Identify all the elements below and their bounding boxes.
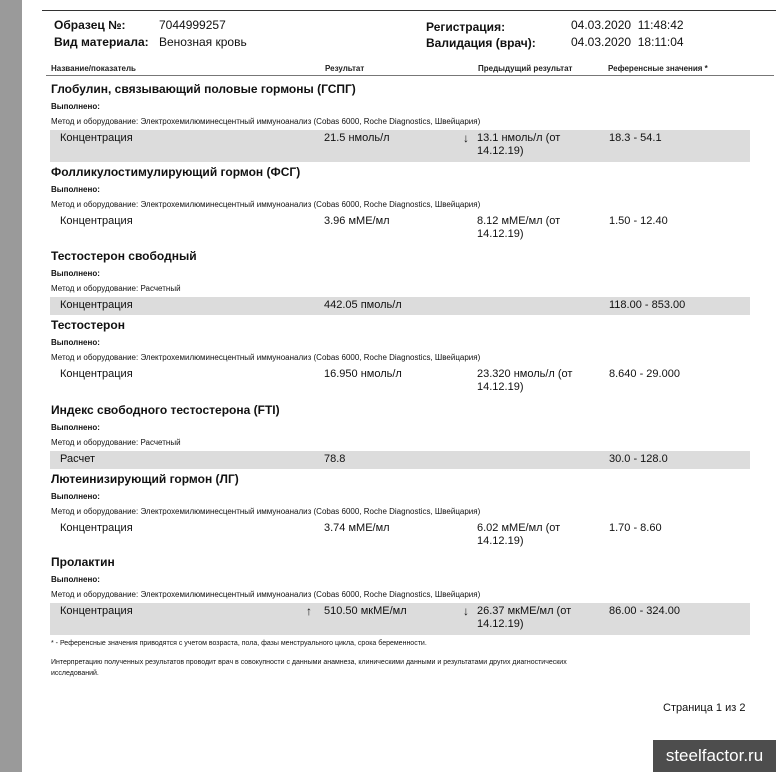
done-label: Выполнено: [51,492,100,501]
result-row [50,520,750,552]
validation-value: 04.03.2020 18:11:04 [571,35,684,49]
up-arrow-icon: ↑ [306,604,312,618]
result-row [50,366,750,398]
reference-range: 8.640 - 29.000 [609,368,680,380]
result-value: 21.5 нмоль/л [324,132,390,144]
indicator-name: Концентрация [60,368,133,380]
done-label: Выполнено: [51,185,100,194]
reference-range: 18.3 - 54.1 [609,132,662,144]
previous-result: 13.1 нмоль/л (от 14.12.19) [477,132,561,157]
indicator-name: Концентрация [60,132,133,144]
indicator-name: Концентрация [60,215,133,227]
previous-result: 26.37 мкМЕ/мл (от 14.12.19) [477,605,572,630]
registration-label: Регистрация: [426,20,506,34]
result-value: 16.950 нмоль/л [324,368,402,380]
result-value: 442.05 пмоль/л [324,299,402,311]
test-title: Индекс свободного тестостерона (FTI) [51,403,280,417]
page-number: Страница 1 из 2 [663,702,746,714]
method-line: Метод и оборудование: Электрохемилюминесцентный иммуноанализ (Cobas 6000, Roche Diagnostics, Швейцария) [51,353,481,362]
test-title: Лютеинизирующий гормон (ЛГ) [51,472,239,486]
previous-result: 6.02 мМЕ/мл (от 14.12.19) [477,522,561,547]
col-header-name: Название/показатель [51,64,136,73]
test-title: Глобулин, связывающий половые гормоны (ГСПГ) [51,82,356,96]
reference-range: 1.50 - 12.40 [609,215,668,227]
result-value: 510.50 мкМЕ/мл [324,605,407,617]
method-line: Метод и оборудование: Расчетный [51,284,181,293]
test-section [51,471,751,552]
test-section [51,402,751,469]
reference-range: 1.70 - 8.60 [609,522,662,534]
top-rule [42,10,776,11]
validation-label: Валидация (врач): [426,36,536,50]
col-header-previous: Предыдущий результат [478,64,573,73]
done-label: Выполнено: [51,575,100,584]
test-section [51,554,751,635]
column-header-rule [46,75,774,76]
result-value: 78.8 [324,453,346,465]
done-label: Выполнено: [51,338,100,347]
test-title: Фолликулостимулирующий гормон (ФСГ) [51,165,301,179]
result-row [50,213,750,245]
result-value: 3.96 мМЕ/мл [324,215,390,227]
indicator-name: Расчет [60,453,95,465]
reference-range: 30.0 - 128.0 [609,453,668,465]
interpretation-note: Интерпретацию полученных результатов проводит врач в совокупности с данными анамнеза, клиническими данными и результатами других диагностических исследований. [51,659,567,677]
result-row [50,130,750,162]
footnote: * - Референсные значения приводятся с учетом возраста, пола, фазы менструального цикла, срока беременности. [51,640,427,647]
result-row [50,451,750,469]
material-label: Вид материала: [54,35,149,49]
done-label: Выполнено: [51,102,100,111]
method-line: Метод и оборудование: Электрохемилюминесцентный иммуноанализ (Cobas 6000, Roche Diagnostics, Швейцария) [51,117,481,126]
result-row [50,297,750,315]
reference-range: 118.00 - 853.00 [609,299,686,311]
previous-result: 8.12 мМЕ/мл (от 14.12.19) [477,215,561,240]
col-header-result: Результат [325,64,365,73]
test-section [51,81,751,162]
test-section [51,248,751,315]
test-section [51,317,751,398]
indicator-name: Концентрация [60,605,133,617]
material-value: Венозная кровь [159,35,247,49]
watermark: steelfactor.ru [653,740,776,772]
registration-value: 04.03.2020 11:48:42 [571,18,684,32]
result-value: 3.74 мМЕ/мл [324,522,390,534]
down-arrow-icon: ↓ [463,604,469,618]
done-label: Выполнено: [51,269,100,278]
method-line: Метод и оборудование: Расчетный [51,438,181,447]
col-header-reference: Референсные значения * [608,64,708,73]
reference-range: 86.00 - 324.00 [609,605,680,617]
previous-result: 23.320 нмоль/л (от 14.12.19) [477,368,573,393]
method-line: Метод и оборудование: Электрохемилюминесцентный иммуноанализ (Cobas 6000, Roche Diagnostics, Швейцария) [51,590,481,599]
done-label: Выполнено: [51,423,100,432]
indicator-name: Концентрация [60,522,133,534]
down-arrow-icon: ↓ [463,131,469,145]
test-title: Тестостерон [51,318,125,332]
indicator-name: Концентрация [60,299,133,311]
method-line: Метод и оборудование: Электрохемилюминесцентный иммуноанализ (Cobas 6000, Roche Diagnostics, Швейцария) [51,507,481,516]
test-section [51,164,751,245]
sample-label: Образец №: [54,18,126,32]
test-title: Пролактин [51,555,115,569]
test-title: Тестостерон свободный [51,249,197,263]
report-page [22,0,776,772]
method-line: Метод и оборудование: Электрохемилюминесцентный иммуноанализ (Cobas 6000, Roche Diagnostics, Швейцария) [51,200,481,209]
sample-value: 7044999257 [159,18,226,32]
result-row [50,603,750,635]
